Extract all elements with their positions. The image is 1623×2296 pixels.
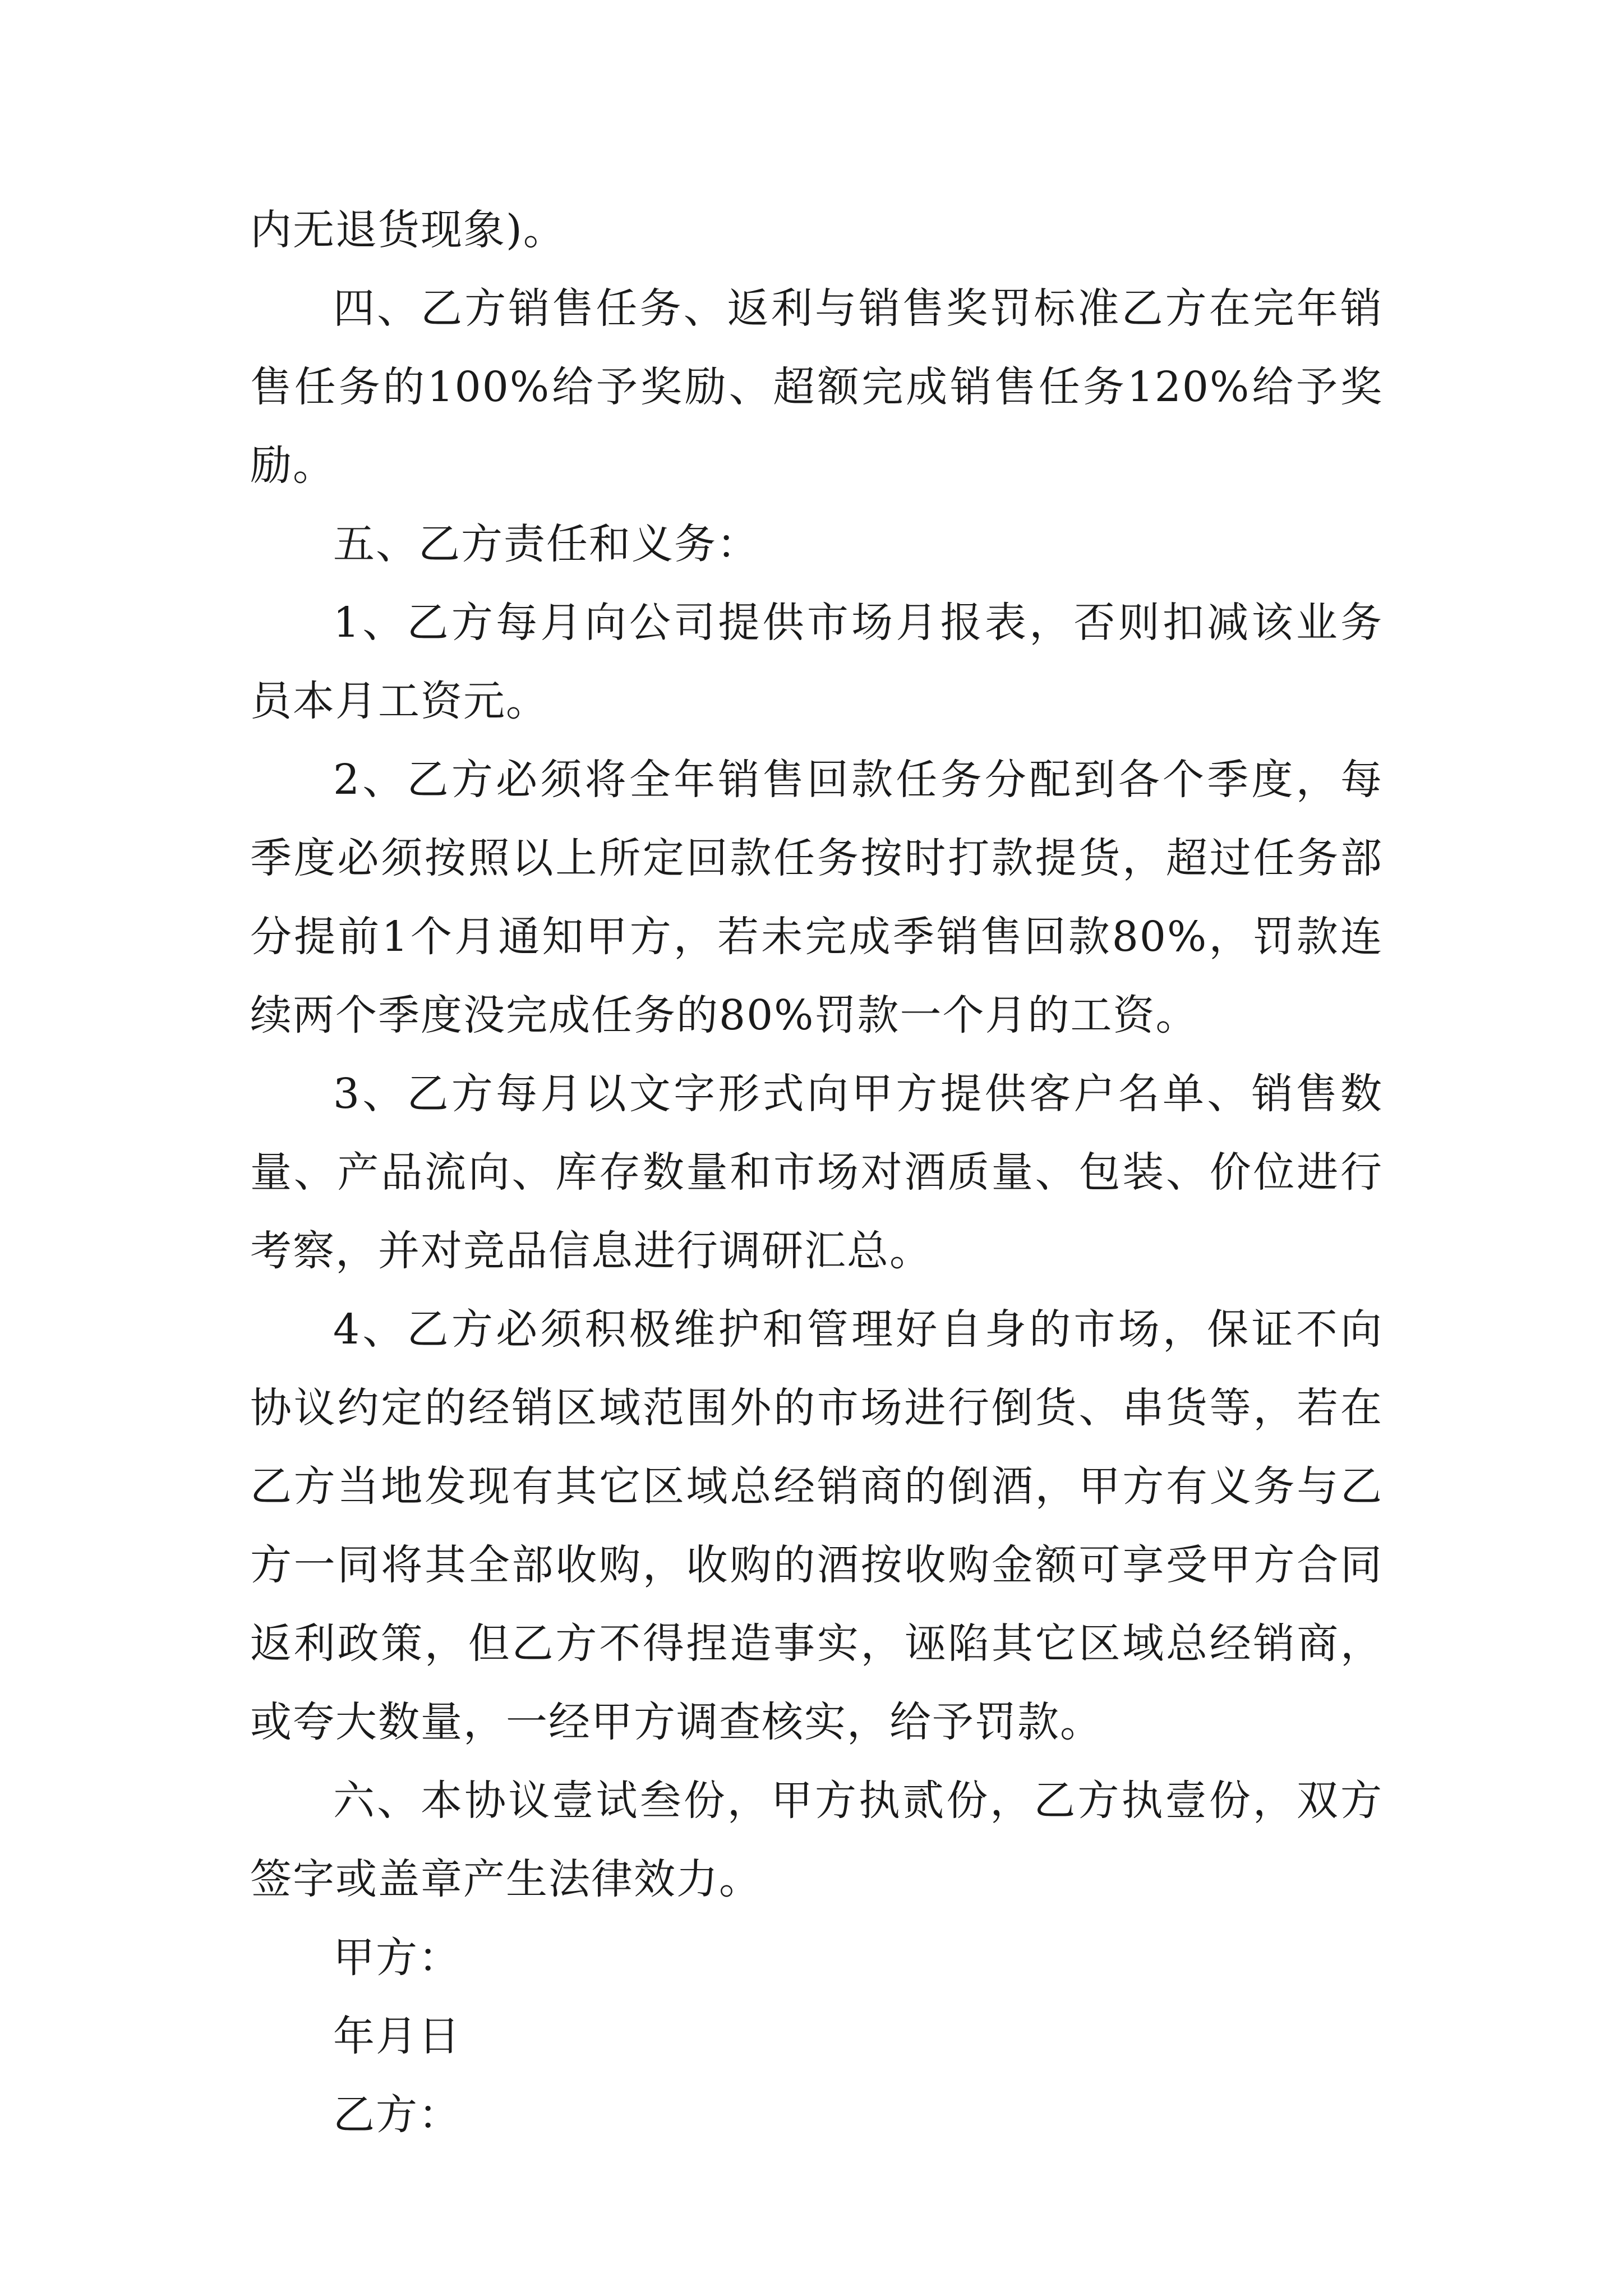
paragraph-item-3: 3、乙方每月以文字形式向甲方提供客户名单、销售数量、产品流向、库存数量和市场对酒质量、包装、价位进行考察，并对竞品信息进行调研汇总。: [250, 1070, 1383, 1275]
paragraph-clause-6-copies: 六、本协议壹试叁份，甲方执贰份，乙方执壹份，双方签字或盖章产生法律效力。: [250, 1777, 1383, 1903]
signature-party-b: 乙方：: [333, 2091, 461, 2139]
paragraph-clause-4-sales-targets: 四、乙方销售任务、返利与销售奖罚标准乙方在完年销售任务的100%给予奖励、超额完成销售任务120%给予奖励。: [250, 284, 1383, 490]
paragraph-item-1: 1、乙方每月向公司提供市场月报表，否则扣减该业务员本月工资元。: [250, 599, 1383, 725]
signature-date: 年月日: [333, 2012, 461, 2060]
paragraph-continuation: 内无退货现象)。: [250, 206, 566, 254]
signature-party-a: 甲方：: [333, 1934, 461, 1982]
paragraph-item-2: 2、乙方必须将全年销售回款任务分配到各个季度，每季度必须按照以上所定回款任务按时打款提货，超过任务部分提前1个月通知甲方，若未完成季销售回款80%，罚款连续两个季度没完成任务的80%罚款一个月的工资。: [250, 756, 1383, 1039]
paragraph-clause-5-heading: 五、乙方责任和义务：: [333, 520, 759, 568]
document-body: [250, 191, 1383, 2154]
paragraph-item-4: 4、乙方必须积极维护和管理好自身的市场，保证不向协议约定的经销区域范围外的市场进行倒货、串货等，若在乙方当地发现有其它区域总经销商的倒酒，甲方有义务与乙方一同将其全部收购，收购的酒按收购金额可享受甲方合同返利政策，但乙方不得捏造事实，诬陷其它区域总经销商，或夸大数量，一经甲方调查核实，给予罚款。: [250, 1305, 1383, 1746]
